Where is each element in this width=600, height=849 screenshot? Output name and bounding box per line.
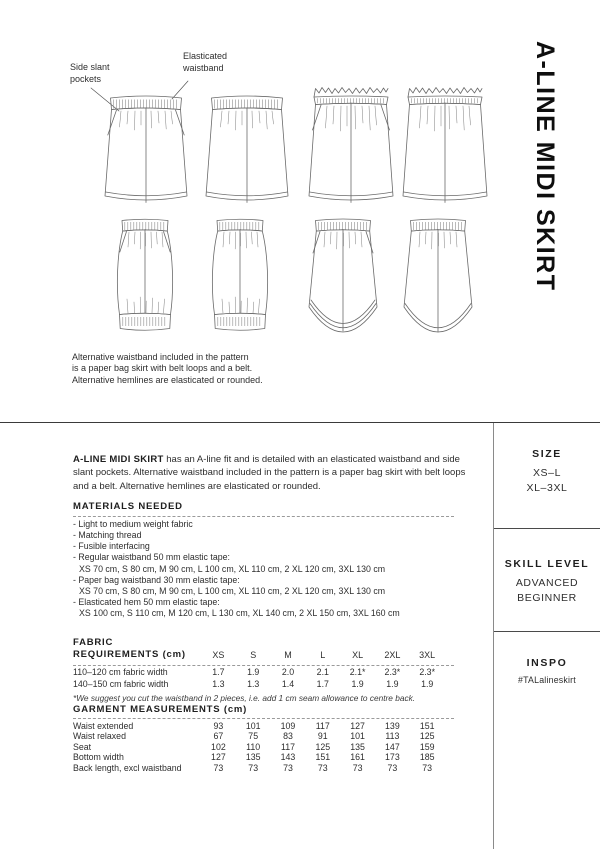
garment-cell: 185 bbox=[419, 752, 435, 763]
size-column-header: L bbox=[320, 650, 326, 660]
size-range: XL–3XL bbox=[526, 482, 568, 494]
skirt-front-paperbag-icon bbox=[309, 88, 393, 203]
size-range: XS–L bbox=[532, 467, 562, 479]
table-row bbox=[73, 752, 454, 762]
garment-cell: 73 bbox=[213, 762, 224, 773]
table-row bbox=[73, 667, 454, 679]
garment-cell: 75 bbox=[248, 731, 259, 742]
garment-cell: 109 bbox=[280, 721, 296, 731]
fabric-cell: 1.9 bbox=[351, 678, 364, 689]
garment-cell: 151 bbox=[419, 721, 435, 731]
size-column-header: XL bbox=[352, 650, 364, 660]
materials-list bbox=[73, 519, 454, 619]
page-title: A-LINE MIDI SKIRT bbox=[531, 41, 559, 292]
materials-item: - Regular waistband 50 mm elastic tape: bbox=[73, 552, 230, 563]
garment-cell: 117 bbox=[280, 741, 295, 752]
intro-paragraph bbox=[73, 453, 473, 494]
fabric-cell: 2.1* bbox=[349, 667, 366, 677]
fabric-cell: 2.3* bbox=[419, 667, 435, 677]
table-row bbox=[73, 721, 454, 731]
dashed-rule bbox=[73, 718, 454, 719]
fabric-cell: 1.4 bbox=[281, 678, 295, 689]
table-row bbox=[73, 679, 454, 691]
fabric-footnote: *We suggest you cut the waistband in 2 pieces, i.e. add 1 cm seam allowance to centre back. bbox=[73, 693, 416, 703]
garment-cell: 125 bbox=[419, 731, 435, 742]
table-row bbox=[73, 742, 454, 752]
garment-cell: 139 bbox=[385, 721, 400, 731]
caption-line: Alternative hemlines are elasticated or rounded. bbox=[72, 374, 263, 385]
fabric-cell: 2.3* bbox=[384, 667, 401, 677]
garment-cell: 73 bbox=[248, 762, 259, 773]
pockets-annotation bbox=[70, 62, 110, 85]
fabric-cell: 1.9 bbox=[421, 678, 434, 689]
skirt-back-elastic-icon bbox=[206, 96, 288, 203]
garment-row-label: Back length, excl waistband bbox=[73, 762, 182, 773]
fabric-row-label: 110–120 cm fabric width bbox=[73, 667, 168, 677]
size-column-header: 2XL bbox=[384, 650, 401, 660]
garment-cell: 73 bbox=[422, 762, 433, 773]
garment-cell: 117 bbox=[315, 721, 330, 731]
garment-cell: 173 bbox=[385, 752, 400, 763]
table-row bbox=[73, 731, 454, 741]
waistband-annotation-line1: Elasticated bbox=[183, 51, 228, 61]
garment-cell: 113 bbox=[385, 731, 400, 742]
garment-measurements-section bbox=[73, 704, 454, 773]
intro-lead: A-LINE MIDI SKIRT bbox=[73, 453, 164, 465]
materials-heading: MATERIALS NEEDED bbox=[73, 501, 183, 512]
garment-cell: 101 bbox=[350, 731, 365, 742]
materials-item: - Light to medium weight fabric bbox=[73, 519, 193, 529]
garment-cell: 93 bbox=[213, 721, 224, 731]
pockets-annotation-line2: pockets bbox=[70, 73, 102, 84]
garment-cell: 161 bbox=[350, 752, 365, 763]
garment-cell: 73 bbox=[352, 762, 363, 773]
table-row bbox=[73, 763, 454, 773]
fabric-header-row bbox=[73, 637, 454, 661]
garment-row-label: Bottom width bbox=[73, 752, 124, 763]
dashed-rule bbox=[73, 665, 454, 666]
skill-level-line: ADVANCED bbox=[515, 577, 579, 589]
garment-cell: 101 bbox=[245, 721, 261, 731]
size-values bbox=[494, 466, 600, 496]
garment-cell: 143 bbox=[280, 752, 296, 763]
diagram-caption bbox=[72, 352, 263, 386]
inspo-heading: INSPO bbox=[526, 657, 568, 669]
garment-cell: 102 bbox=[211, 741, 226, 752]
skirt-back-paperbag-icon bbox=[403, 88, 487, 203]
materials-item: - Matching thread bbox=[73, 530, 142, 541]
fabric-cell: 1.7 bbox=[316, 678, 329, 689]
garment-cell: 110 bbox=[246, 741, 261, 752]
sidebar-section-skill bbox=[494, 528, 600, 606]
skirt-back-rounded-hem-icon bbox=[404, 219, 472, 332]
fabric-heading: FABRIC REQUIREMENTS (cm) bbox=[73, 637, 186, 660]
fabric-cell: 1.3 bbox=[212, 678, 225, 689]
size-column-header: XS bbox=[212, 650, 225, 660]
skill-level-line: BEGINNER bbox=[517, 592, 577, 604]
fabric-cell: 1.9 bbox=[386, 678, 399, 689]
size-column-header: S bbox=[250, 650, 257, 660]
materials-item: - Paper bag waistband 30 mm elastic tape: bbox=[73, 574, 240, 585]
garment-cell: 73 bbox=[317, 762, 328, 773]
fabric-cell: 2.0 bbox=[281, 667, 295, 677]
inspo-hashtag: #TALalineskirt bbox=[518, 675, 576, 685]
dashed-rule bbox=[73, 516, 454, 517]
fabric-row-label: 140–150 cm fabric width bbox=[73, 678, 169, 689]
pockets-annotation-line1: Side slant bbox=[70, 62, 110, 72]
fabric-requirements-section bbox=[73, 637, 454, 703]
skirt-front-rounded-hem-icon bbox=[309, 219, 377, 332]
garment-cell: 91 bbox=[317, 731, 328, 742]
skirt-front-elastic-hem-icon bbox=[117, 219, 172, 330]
size-column-header: 3XL bbox=[419, 650, 436, 660]
garment-row-label: Waist relaxed bbox=[73, 731, 126, 742]
size-column-header: M bbox=[284, 650, 292, 660]
caption-line: Alternative waistband included in the pattern bbox=[72, 352, 249, 362]
fabric-cell: 1.7 bbox=[212, 667, 225, 677]
garment-rows bbox=[73, 721, 454, 773]
garment-cell: 135 bbox=[350, 741, 365, 752]
fabric-cell: 1.3 bbox=[247, 678, 260, 689]
garment-row-label: Seat bbox=[73, 741, 92, 752]
garment-cell: 147 bbox=[385, 741, 400, 752]
garment-cell: 73 bbox=[283, 762, 293, 773]
garment-cell: 83 bbox=[283, 731, 293, 742]
garment-cell: 67 bbox=[213, 731, 224, 742]
garment-cell: 127 bbox=[211, 752, 226, 763]
garment-cell: 127 bbox=[350, 721, 365, 731]
size-heading: SIZE bbox=[532, 448, 562, 460]
fabric-rows bbox=[73, 667, 454, 690]
garment-cell: 151 bbox=[315, 752, 331, 763]
skill-heading: SKILL LEVEL bbox=[504, 558, 590, 570]
materials-item: - Fusible interfacing bbox=[73, 541, 150, 552]
garment-cell: 125 bbox=[315, 741, 331, 752]
garment-heading: GARMENT MEASUREMENTS (cm) bbox=[73, 704, 248, 715]
garment-row-label: Waist extended bbox=[73, 721, 134, 731]
materials-item-detail: XS 70 cm, S 80 cm, M 90 cm, L 100 cm, XL 110 cm, 2 XL 120 cm, 3XL 130 cm bbox=[79, 563, 386, 574]
waistband-annotation-line2: waistband bbox=[183, 62, 224, 73]
skirt-back-elastic-hem-icon bbox=[212, 219, 267, 330]
garment-cell: 135 bbox=[245, 752, 261, 763]
skill-values bbox=[494, 576, 600, 606]
sidebar-section-size bbox=[494, 422, 600, 496]
caption-line: is a paper bag skirt with belt loops and a belt. bbox=[72, 363, 253, 374]
intro-text: has an A-line fit and is detailed with an elasticated waistband and side slant pockets. Alternative waistband included in the pattern is a paper bag skirt with belt loops and a belt. Alternative hemlines are elasticated or rounded. bbox=[73, 453, 466, 492]
skirt-front-elastic-icon bbox=[105, 96, 187, 203]
materials-item: - Elasticated hem 50 mm elastic tape: bbox=[73, 597, 220, 608]
fabric-cell: 1.9 bbox=[247, 667, 260, 677]
materials-section bbox=[73, 501, 454, 619]
waistband-annotation bbox=[183, 51, 227, 74]
sidebar-section-inspo bbox=[494, 631, 600, 685]
garment-cell: 159 bbox=[419, 741, 435, 752]
materials-item-detail: XS 70 cm, S 80 cm, M 90 cm, L 100 cm, XL 110 cm, 2 XL 120 cm, 3XL 130 cm bbox=[79, 585, 386, 596]
garment-cell: 73 bbox=[387, 762, 398, 773]
materials-item-detail: XS 100 cm, S 110 cm, M 120 cm, L 130 cm, XL 140 cm, 2 XL 150 cm, 3XL 160 cm bbox=[79, 608, 400, 619]
fabric-cell: 2.1 bbox=[316, 667, 329, 677]
